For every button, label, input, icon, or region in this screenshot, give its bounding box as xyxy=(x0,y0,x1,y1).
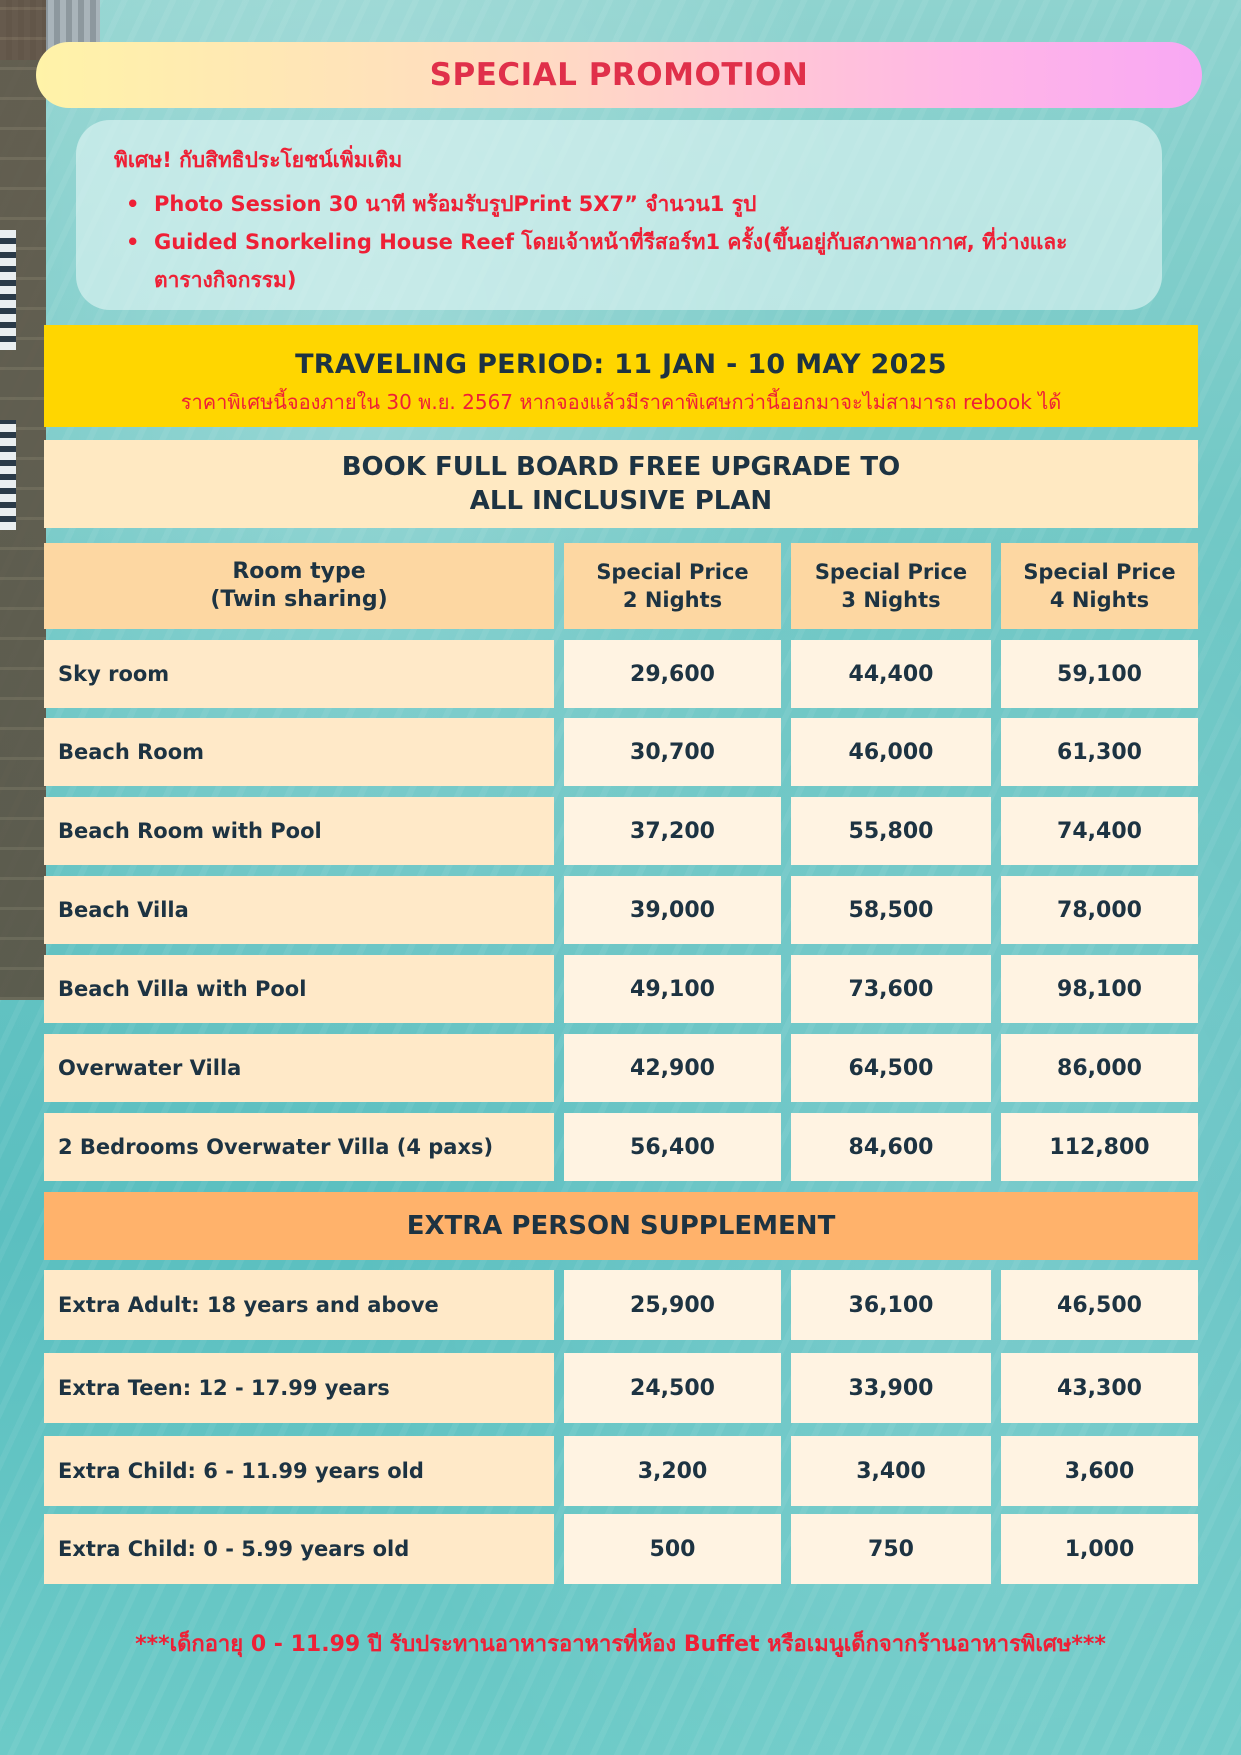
extra-price-3-nights: 3,400 xyxy=(791,1436,991,1506)
extra-supplement-header: EXTRA PERSON SUPPLEMENT xyxy=(44,1192,1198,1260)
extra-price-4-nights: 1,000 xyxy=(1001,1514,1198,1584)
price-2-nights: 39,000 xyxy=(564,876,781,944)
extra-price-2-nights: 3,200 xyxy=(564,1436,781,1506)
price-4-nights: 74,400 xyxy=(1001,797,1198,865)
header-line: 4 Nights xyxy=(1049,588,1150,612)
extra-price-4-nights: 43,300 xyxy=(1001,1353,1198,1423)
extra-person-cell: Extra Teen: 12 - 17.99 years xyxy=(44,1353,554,1423)
price-3-nights: 44,400 xyxy=(791,640,991,708)
benefits-title: พิเศษ! กับสิทธิประโยชน์เพิ่มเติม xyxy=(114,148,403,172)
price-3-nights: 58,500 xyxy=(791,876,991,944)
header-line: (Twin sharing) xyxy=(210,587,388,612)
price-2-nights: 42,900 xyxy=(564,1034,781,1102)
decor-sunbed xyxy=(0,230,16,350)
table-header-cell xyxy=(1001,543,1198,629)
table-header-cell xyxy=(564,543,781,629)
room-type-cell: Sky room xyxy=(44,640,554,708)
price-3-nights: 64,500 xyxy=(791,1034,991,1102)
table-header-cell xyxy=(44,543,554,629)
extra-price-2-nights: 24,500 xyxy=(564,1353,781,1423)
extra-price-3-nights: 750 xyxy=(791,1514,991,1584)
extra-person-cell: Extra Child: 6 - 11.99 years old xyxy=(44,1436,554,1506)
promotion-banner xyxy=(36,42,1202,108)
benefit-item-continued: ตารางกิจกรรม) xyxy=(154,268,297,292)
header-line: Special Price xyxy=(596,560,749,584)
price-4-nights: 61,300 xyxy=(1001,718,1198,786)
price-4-nights: 59,100 xyxy=(1001,640,1198,708)
room-type-cell: Overwater Villa xyxy=(44,1034,554,1102)
extra-price-2-nights: 25,900 xyxy=(564,1270,781,1340)
header-line: 2 Nights xyxy=(622,588,723,612)
period-title: TRAVELING PERIOD: 11 JAN - 10 MAY 2025 xyxy=(295,349,947,380)
price-4-nights: 112,800 xyxy=(1001,1113,1198,1181)
price-3-nights: 84,600 xyxy=(791,1113,991,1181)
extra-price-4-nights: 46,500 xyxy=(1001,1270,1198,1340)
price-4-nights: 86,000 xyxy=(1001,1034,1198,1102)
benefit-item: • Photo Session 30 นาที พร้อมรับรูปPrint 5X7” จำนวน1 รูป xyxy=(114,185,1124,223)
price-3-nights: 46,000 xyxy=(791,718,991,786)
decor-sunbed xyxy=(0,420,16,530)
price-3-nights: 73,600 xyxy=(791,955,991,1023)
extra-price-2-nights: 500 xyxy=(564,1514,781,1584)
traveling-period xyxy=(44,325,1198,427)
price-2-nights: 29,600 xyxy=(564,640,781,708)
benefit-item: • Guided Snorkeling House Reef โดยเจ้าหน้าที่รีสอร์ท1 ครั้ง(ขึ้นอยู่กับสภาพอากาศ, ที่ว่างและ xyxy=(114,223,1124,261)
price-2-nights: 56,400 xyxy=(564,1113,781,1181)
room-type-cell: Beach Room with Pool xyxy=(44,797,554,865)
plan-banner xyxy=(44,440,1198,528)
price-3-nights: 55,800 xyxy=(791,797,991,865)
price-4-nights: 78,000 xyxy=(1001,876,1198,944)
room-type-cell: Beach Villa with Pool xyxy=(44,955,554,1023)
price-4-nights: 98,100 xyxy=(1001,955,1198,1023)
header-line: Special Price xyxy=(814,560,968,584)
price-2-nights: 37,200 xyxy=(564,797,781,865)
header-line: Room type xyxy=(232,559,366,584)
promotion-title: SPECIAL PROMOTION xyxy=(429,57,809,93)
room-type-cell: Beach Room xyxy=(44,718,554,786)
extra-price-4-nights: 3,600 xyxy=(1001,1436,1198,1506)
price-2-nights: 30,700 xyxy=(564,718,781,786)
benefits-box xyxy=(76,120,1162,310)
period-note: ราคาพิเศษนี้จองภายใน 30 พ.ย. 2567 หากจองแล้วมีราคาพิเศษกว่านี้ออกมาจะไม่สามารถ rebook ได้ xyxy=(180,390,1062,414)
extra-person-cell: Extra Child: 0 - 5.99 years old xyxy=(44,1514,554,1584)
header-line: Special Price xyxy=(1023,560,1176,584)
extra-price-3-nights: 33,900 xyxy=(791,1353,991,1423)
room-type-cell: Beach Villa xyxy=(44,876,554,944)
plan-line-1: BOOK FULL BOARD FREE UPGRADE TO xyxy=(341,452,901,482)
price-2-nights: 49,100 xyxy=(564,955,781,1023)
footnote: ***เด็กอายุ 0 - 11.99 ปี รับประทานอาหารอาหารที่ห้อง Buffet หรือเมนูเด็กจากร้านอาหารพิเศษ*** xyxy=(135,1632,1106,1657)
room-type-cell: 2 Bedrooms Overwater Villa (4 paxs) xyxy=(44,1113,554,1181)
header-line: 3 Nights xyxy=(841,588,941,612)
benefits-list xyxy=(114,185,1124,299)
extra-price-3-nights: 36,100 xyxy=(791,1270,991,1340)
plan-line-2: ALL INCLUSIVE PLAN xyxy=(469,486,773,516)
table-header-cell xyxy=(791,543,991,629)
extra-person-cell: Extra Adult: 18 years and above xyxy=(44,1270,554,1340)
